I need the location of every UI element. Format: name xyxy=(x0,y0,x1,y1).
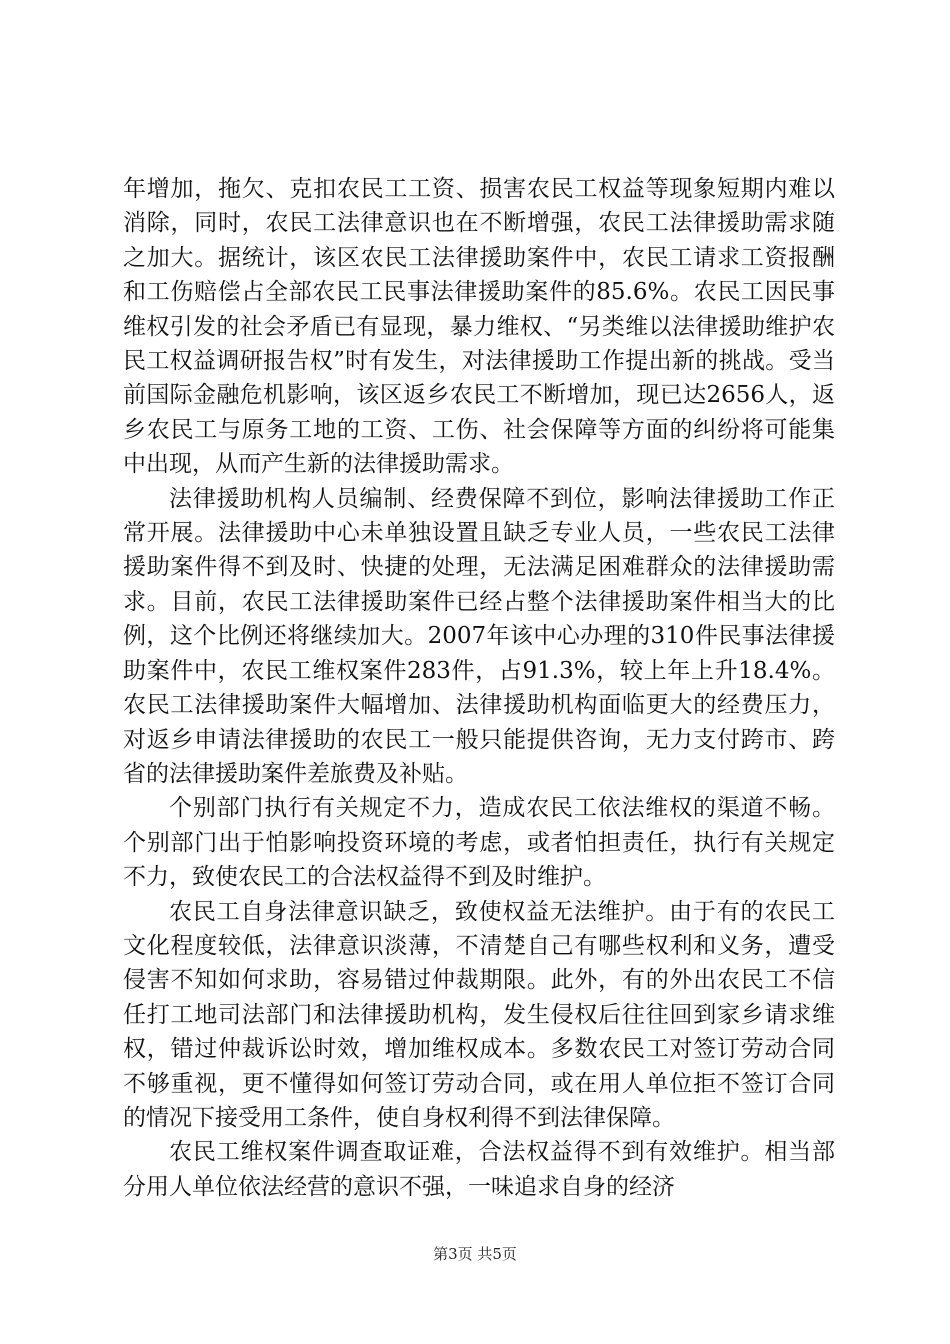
page-footer xyxy=(0,1244,950,1264)
paragraph-3: 个别部门执行有关规定不力，造成农民工依法维权的渠道不畅。个别部门出于怕影响投资环境的考虑，或者怕担责任，执行有关规定不力，致使农民工的合法权益得不到及时维护。 xyxy=(123,795,835,891)
document-body xyxy=(123,172,835,1204)
paragraph-1: 年增加，拖欠、克扣农民工工资、损害农民工权益等现象短期内难以消除，同时，农民工法律意识也在不断增强，农民工法律援助需求随之加大。据统计，该区农民工法律援助案件中，农民工请求工资报酬和工伤赔偿占全部农民工民事法律援助案件的85.6%。农民工因民事维权引发的社会矛盾已有显现，暴力维权、“另类维以法律援助维护农民工权益调研报告权”时有发生，对法律援助工作提出新的挑战。受当前国际金融危机影响，该区返乡农民工不断增加，现已达2656人，返乡农民工与原务工地的工资、工伤、社会保障等方面的纠纷将可能集中出现，从而产生新的法律援助需求。 xyxy=(123,176,835,478)
paragraph-5: 农民工维权案件调查取证难，合法权益得不到有效维护。相当部分用人单位依法经营的意识不强，一味追求自身的经济 xyxy=(123,1139,835,1200)
paragraph-4: 农民工自身法律意识缺乏，致使权益无法维护。由于有的农民工文化程度较低，法律意识淡薄，不清楚自己有哪些权利和义务，遭受侵害不知如何求助，容易错过仲裁期限。此外，有的外出农民工不信任打工地司法部门和法律援助机构，发生侵权后往往回到家乡请求维权，错过仲裁诉讼时效，增加维权成本。多数农民工对签订劳动合同不够重视，更不懂得如何签订劳动合同，或在用人单位拒不签订合同的情况下接受用工条件，使自身权利得不到法律保障。 xyxy=(123,898,835,1131)
page-number-label: 第3页 共5页 xyxy=(433,1245,517,1263)
paragraph-2: 法律援助机构人员编制、经费保障不到位，影响法律援助工作正常开展。法律援助中心未单独设置且缺乏专业人员，一些农民工法律援助案件得不到及时、快捷的处理，无法满足困难群众的法律援助需求。目前，农民工法律援助案件已经占整个法律援助案件相当大的比例，这个比例还将继续加大。2007年该中心办理的310件民事法律援助案件中，农民工维权案件283件，占91.3%，较上年上升18.4%。农民工法律援助案件大幅增加、法律援助机构面临更大的经费压力，对返乡申请法律援助的农民工一般只能提供咨询，无力支付跨市、跨省的法律援助案件差旅费及补贴。 xyxy=(123,485,835,787)
